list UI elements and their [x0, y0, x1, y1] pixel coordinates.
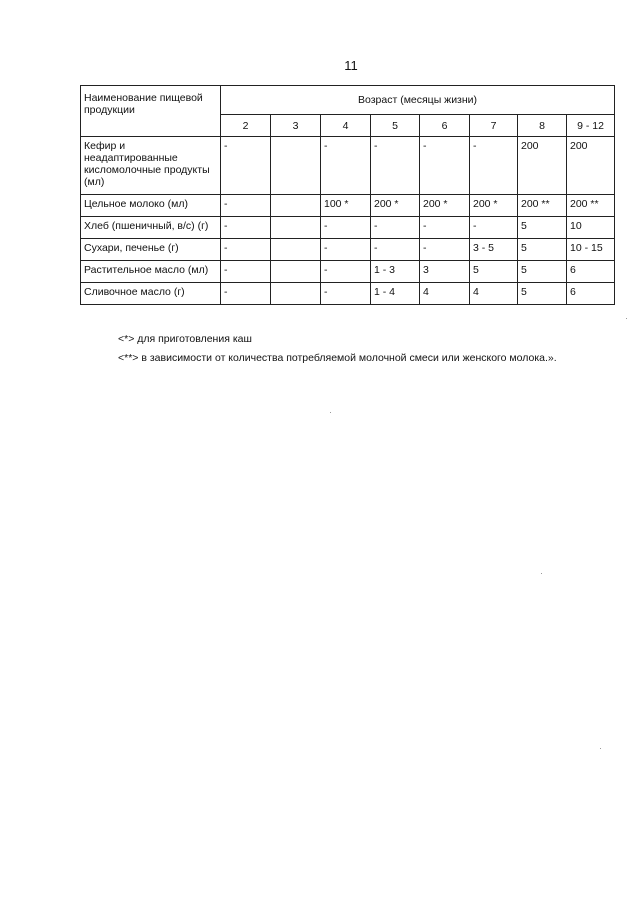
footnotes: [118, 330, 557, 368]
footnote: <*> для приготовления каш: [118, 333, 252, 345]
scan-speck: [626, 318, 627, 319]
value-cell: 3 - 5: [470, 239, 518, 261]
product-name: Кефир и неадаптированные кисломолочные продукты (мл): [81, 137, 221, 195]
table-row: [81, 283, 615, 305]
value-cell: -: [371, 137, 420, 195]
value-cell: -: [371, 217, 420, 239]
page-number: 11: [344, 58, 358, 73]
value-cell: 5: [518, 261, 567, 283]
value-cell: -: [221, 195, 271, 217]
value-cell: [271, 283, 321, 305]
value-cell: 200: [567, 137, 615, 195]
product-name: Сливочное масло (г): [81, 283, 221, 305]
value-cell: 1 - 3: [371, 261, 420, 283]
scan-speck: [541, 573, 542, 574]
value-cell: 10: [567, 217, 615, 239]
value-cell: -: [321, 283, 371, 305]
age-cell: 3: [271, 115, 321, 137]
value-cell: -: [321, 239, 371, 261]
value-cell: -: [221, 283, 271, 305]
value-cell: -: [371, 239, 420, 261]
value-cell: -: [221, 137, 271, 195]
value-cell: 100 *: [321, 195, 371, 217]
value-cell: [271, 261, 321, 283]
value-cell: 5: [518, 217, 567, 239]
table-row: [81, 261, 615, 283]
value-cell: 200 *: [470, 195, 518, 217]
value-cell: 200 *: [371, 195, 420, 217]
product-name: Сухари, печенье (г): [81, 239, 221, 261]
value-cell: 1 - 4: [371, 283, 420, 305]
value-cell: -: [321, 261, 371, 283]
table-row: [81, 217, 615, 239]
value-cell: 5: [518, 283, 567, 305]
product-name: Растительное масло (мл): [81, 261, 221, 283]
age-cell: 8: [518, 115, 567, 137]
table-row: [81, 137, 615, 195]
nutrition-table: [80, 85, 615, 305]
value-cell: 200 **: [567, 195, 615, 217]
value-cell: -: [221, 261, 271, 283]
value-cell: -: [420, 239, 470, 261]
value-cell: -: [470, 137, 518, 195]
value-cell: [271, 137, 321, 195]
value-cell: -: [221, 217, 271, 239]
value-cell: -: [321, 217, 371, 239]
age-cell: 9 - 12: [567, 115, 615, 137]
value-cell: 5: [518, 239, 567, 261]
value-cell: -: [420, 217, 470, 239]
value-cell: 10 - 15: [567, 239, 615, 261]
value-cell: 6: [567, 261, 615, 283]
scan-speck: [600, 748, 601, 749]
value-cell: -: [221, 239, 271, 261]
product-name: Хлеб (пшеничный, в/с) (г): [81, 217, 221, 239]
table-row: [81, 239, 615, 261]
age-cell: 6: [420, 115, 470, 137]
value-cell: 6: [567, 283, 615, 305]
footnote: <**> в зависимости от количества потребляемой молочной смеси или женского молока.».: [118, 352, 557, 364]
age-cell: 7: [470, 115, 518, 137]
value-cell: 200 **: [518, 195, 567, 217]
product-column-header: Наименование пищевой продукции: [81, 86, 221, 137]
value-cell: 200: [518, 137, 567, 195]
product-name: Цельное молоко (мл): [81, 195, 221, 217]
age-cell: 4: [321, 115, 371, 137]
value-cell: 200 *: [420, 195, 470, 217]
value-cell: 3: [420, 261, 470, 283]
value-cell: [271, 217, 321, 239]
value-cell: 4: [470, 283, 518, 305]
age-column-header: Возраст (месяцы жизни): [221, 86, 615, 115]
table-row: [81, 195, 615, 217]
value-cell: -: [470, 217, 518, 239]
value-cell: -: [420, 137, 470, 195]
value-cell: -: [321, 137, 371, 195]
value-cell: [271, 239, 321, 261]
value-cell: [271, 195, 321, 217]
age-cell: 2: [221, 115, 271, 137]
age-cell: 5: [371, 115, 420, 137]
value-cell: 5: [470, 261, 518, 283]
scan-speck: [330, 412, 331, 413]
value-cell: 4: [420, 283, 470, 305]
